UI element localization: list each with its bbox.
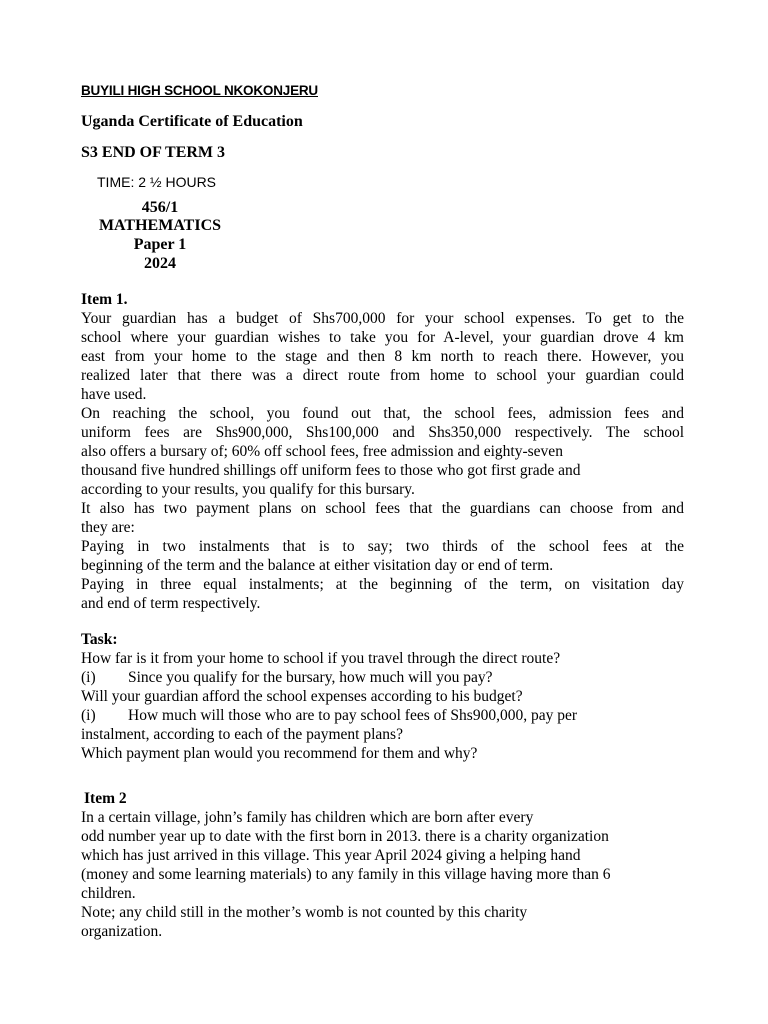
paper-number: Paper 1 [133,236,187,253]
item-2-line: Note; any child still in the mother’s womb is not counted by this charity [81,904,528,921]
item-1-line: On reaching the school, you found out that, the school fees, admission fees and [81,405,684,422]
task-section [81,630,684,763]
school-name: BUYILI HIGH SCHOOL NKOKONJERU [81,83,318,98]
task-question: Which payment plan would you recommend for them and why? [81,745,478,762]
item-2-line: children. [81,885,136,902]
question-number: (i) [81,669,96,686]
item-1-line: realized later that there was a direct route from home to school your guardian could [81,367,684,384]
item-2-title: Item 2 [84,790,127,807]
item-1-line: beginning of the term and the balance at either visitation day or end of term. [81,557,554,574]
task-question [81,668,684,687]
item-1-line: and end of term respectively. [81,595,261,612]
item-1-line: also offers a bursary of; 60% off school fees, free admission and eighty-seven [81,443,563,460]
paper-year: 2024 [144,255,176,272]
task-question [81,706,684,725]
item-1-line: It also has two payment plans on school fees that the guardians can choose from and [81,500,684,517]
paper-code: 456/1 [141,199,179,216]
question-text: Since you qualify for the bursary, how much will you pay? [128,669,493,686]
item-1-line: have used. [81,386,147,403]
item-1-line: uniform fees are Shs900,000, Shs100,000 and Shs350,000 respectively. The school [81,424,684,441]
item-2-line: (money and some learning materials) to any family in this village having more than 6 [81,866,611,883]
item-1-line: school where your guardian wishes to take you for A-level, your guardian drove 4 km [81,329,684,346]
item-1-line: Paying in three equal instalments; at the beginning of the term, on visitation day [81,576,684,593]
item-2-line: organization. [81,923,163,940]
item-1-line: thousand five hundred shillings off uniform fees to those who got first grade and [81,462,581,479]
item-1-line: Your guardian has a budget of Shs700,000 for your school expenses. To get to the [81,310,684,327]
item-1-line: according to your results, you qualify for this bursary. [81,481,415,498]
item-2-line: odd number year up to date with the first born in 2013. there is a charity organization [81,828,609,845]
item-2 [81,789,684,941]
question-number: (i) [81,707,96,724]
task-question: How far is it from your home to school if you travel through the direct route? [81,650,561,667]
term-title: S3 END OF TERM 3 [81,144,226,161]
item-1 [81,290,684,613]
item-2-line: In a certain village, john’s family has children which are born after every [81,809,534,826]
task-question-continued: instalment, according to each of the payment plans? [81,726,403,743]
item-1-title: Item 1. [81,291,128,308]
item-1-line: Paying in two instalments that is to say; two thirds of the school fees at the [81,538,684,555]
item-1-line: east from your home to the stage and then 8 km north to reach there. However, you [81,348,684,365]
item-2-line: which has just arrived in this village. This year April 2024 giving a helping hand [81,847,581,864]
certificate-title: Uganda Certificate of Education [81,113,303,130]
time-allowed: TIME: 2 ½ HOURS [97,174,217,190]
item-1-line: they are: [81,519,135,536]
question-text: How much will those who are to pay school fees of Shs900,000, pay per [128,707,577,724]
task-title: Task: [81,631,118,648]
subject-title: MATHEMATICS [98,217,222,234]
task-question: Will your guardian afford the school expenses according to his budget? [81,688,523,705]
